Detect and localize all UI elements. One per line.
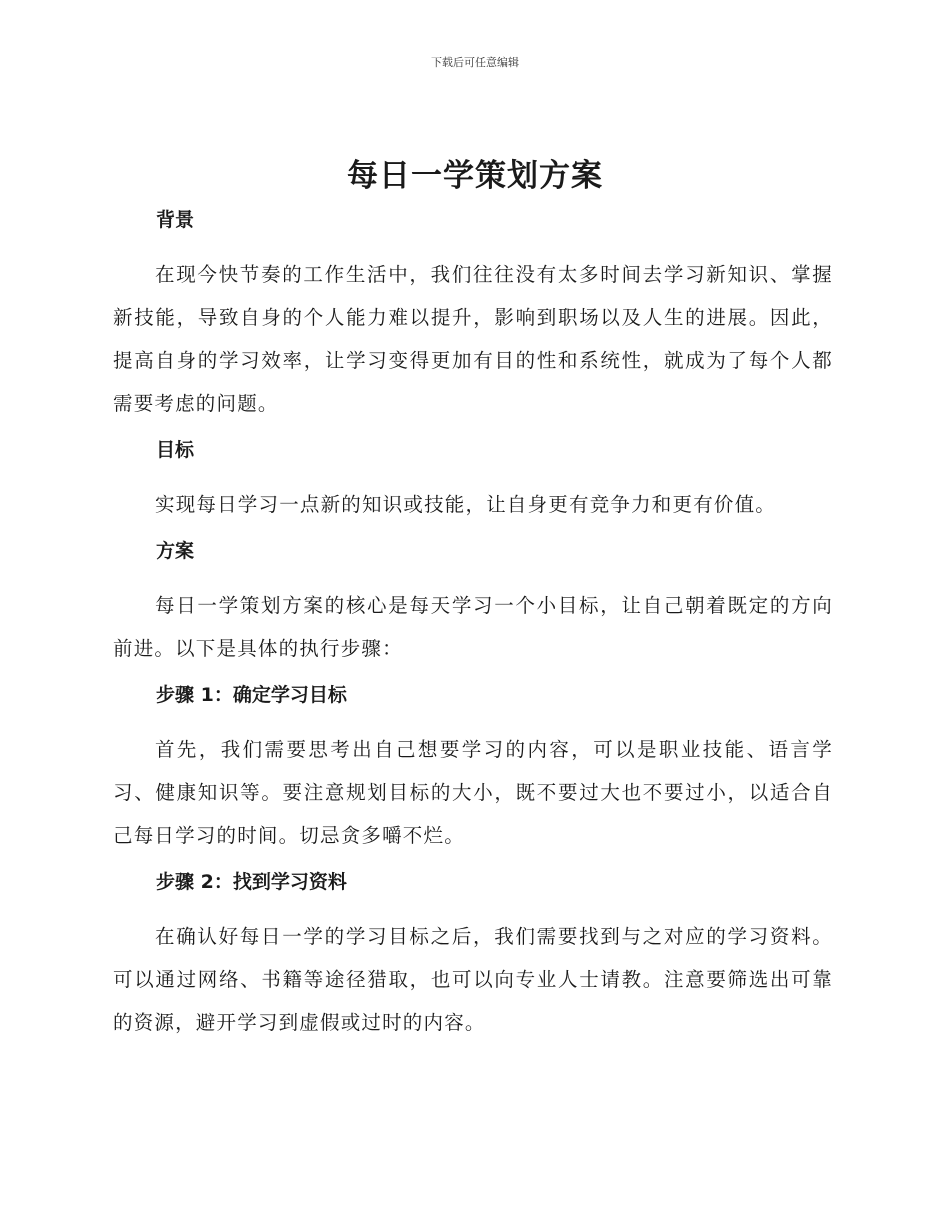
- section-text-step1: 首先，我们需要思考出自己想要学习的内容，可以是职业技能、语言学习、健康知识等。要注意规划目标的大小，既不要过大也不要过小，以适合自己每日学习的时间。切忌贪多嚼不烂。: [113, 738, 833, 847]
- section-text-step2: 在确认好每日一学的学习目标之后，我们需要找到与之对应的学习资料。可以通过网络、书籍等途径猎取，也可以向专业人士请教。注意要筛选出可靠的资源，避开学习到虚假或过时的内容。: [113, 925, 833, 1034]
- section-heading-goal: 目标: [156, 439, 195, 461]
- section-heading-background: 背景: [156, 209, 195, 231]
- document-title: 每日一学策划方案: [347, 158, 603, 194]
- section-heading-step2: 步骤 2：找到学习资料: [156, 871, 347, 893]
- section-heading-step1: 步骤 1：确定学习目标: [156, 684, 347, 706]
- page-header-note: 下载后可任意编辑: [431, 56, 519, 69]
- section-text-background: 在现今快节奏的工作生活中，我们往往没有太多时间去学习新知识、掌握新技能，导致自身的个人能力难以提升，影响到职场以及人生的进展。因此，提高自身的学习效率，让学习变得更加有目的性和系统性，就成为了每个人都需要考虑的问题。: [113, 263, 833, 415]
- section-text-goal: 实现每日学习一点新的知识或技能，让自身更有竞争力和更有价值。: [155, 493, 777, 516]
- section-text-plan: 每日一学策划方案的核心是每天学习一个小目标，让自己朝着既定的方向前进。以下是具体的执行步骤：: [113, 594, 833, 660]
- document-body: [113, 205, 833, 1054]
- section-heading-plan: 方案: [156, 540, 195, 562]
